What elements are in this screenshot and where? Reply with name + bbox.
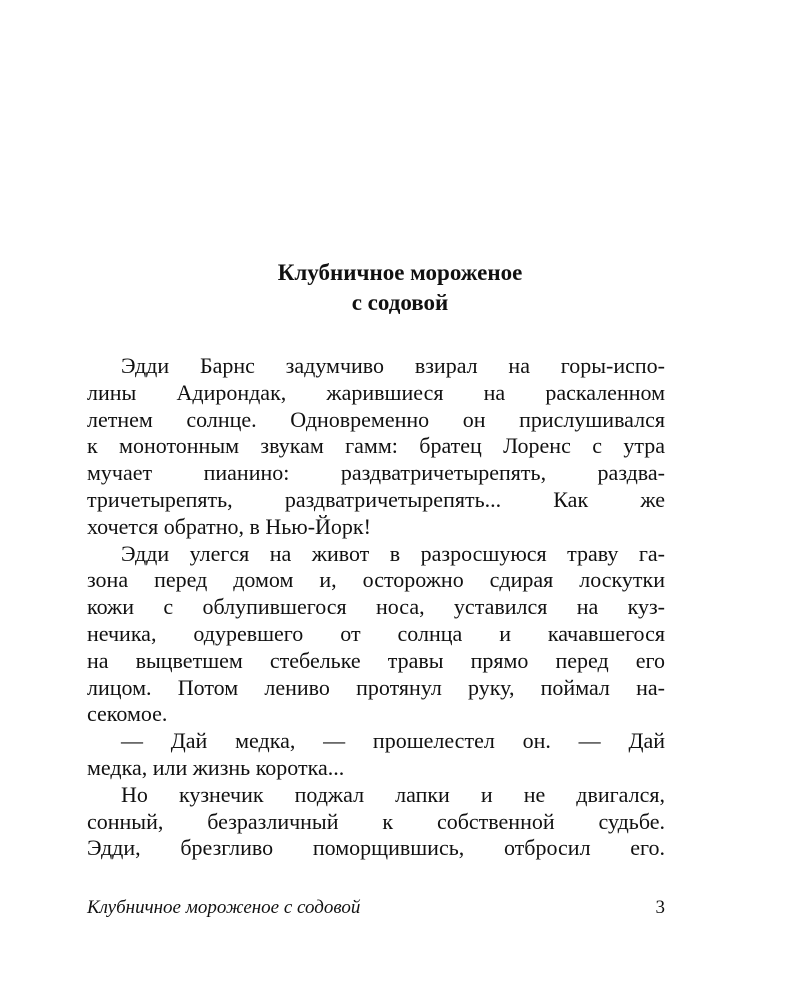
text-line: Эдди улегся на живот в разросшуюся траву га-: [121, 540, 665, 566]
text-line: кожи с облупившегося носа, уставился на куз-: [87, 594, 665, 620]
text-line: секомое.: [87, 701, 168, 727]
paragraph-3: [87, 728, 665, 782]
text-line: на выцветшем стебельке травы прямо перед его: [87, 647, 665, 673]
page-footer: [87, 896, 665, 920]
text-line: сонный, безразличный к собственной судьбе.: [87, 808, 665, 834]
text-line: летнем солнце. Одновременно он прислушивался: [87, 406, 665, 432]
text-line: лицом. Потом лениво протянул руку, поймал на-: [87, 674, 665, 700]
text-line: медка, или жизнь коротка...: [87, 754, 345, 780]
text-line: к монотонным звукам гамм: братец Лоренс с утра: [87, 433, 665, 459]
body-text: [87, 353, 665, 862]
text-line: зона перед домом и, осторожно сдирая лоскутки: [87, 567, 665, 593]
chapter-title: [0, 258, 800, 318]
text-line: — Дай медка, — прошелестел он. — Дай: [121, 728, 665, 754]
running-title: Клубничное мороженое с содовой: [87, 897, 361, 918]
page-number: 3: [655, 897, 665, 918]
text-line: мучает пианино: раздватричетырепять, раздва-: [87, 460, 665, 486]
text-line: тричетырепять, раздватричетырепять... Как же: [87, 486, 665, 512]
text-line: нечика, одуревшего от солнца и качавшегося: [87, 620, 665, 646]
text-line: хочется обратно, в Нью-Йорк!: [87, 513, 371, 539]
chapter-title-line-1: Клубничное мороженое: [277, 260, 523, 285]
text-line: Но кузнечик поджал лапки и не двигался,: [121, 781, 665, 807]
text-line: Эдди, брезгливо поморщившись, отбросил его.: [87, 835, 665, 861]
paragraph-1: [87, 353, 665, 541]
text-line: Эдди Барнс задумчиво взирал на горы-испо-: [121, 353, 665, 378]
chapter-title-line-2: с содовой: [351, 290, 449, 315]
paragraph-4: [87, 782, 665, 862]
paragraph-2: [87, 541, 665, 729]
text-line: лины Адирондак, жарившиеся на раскаленном: [87, 379, 665, 405]
